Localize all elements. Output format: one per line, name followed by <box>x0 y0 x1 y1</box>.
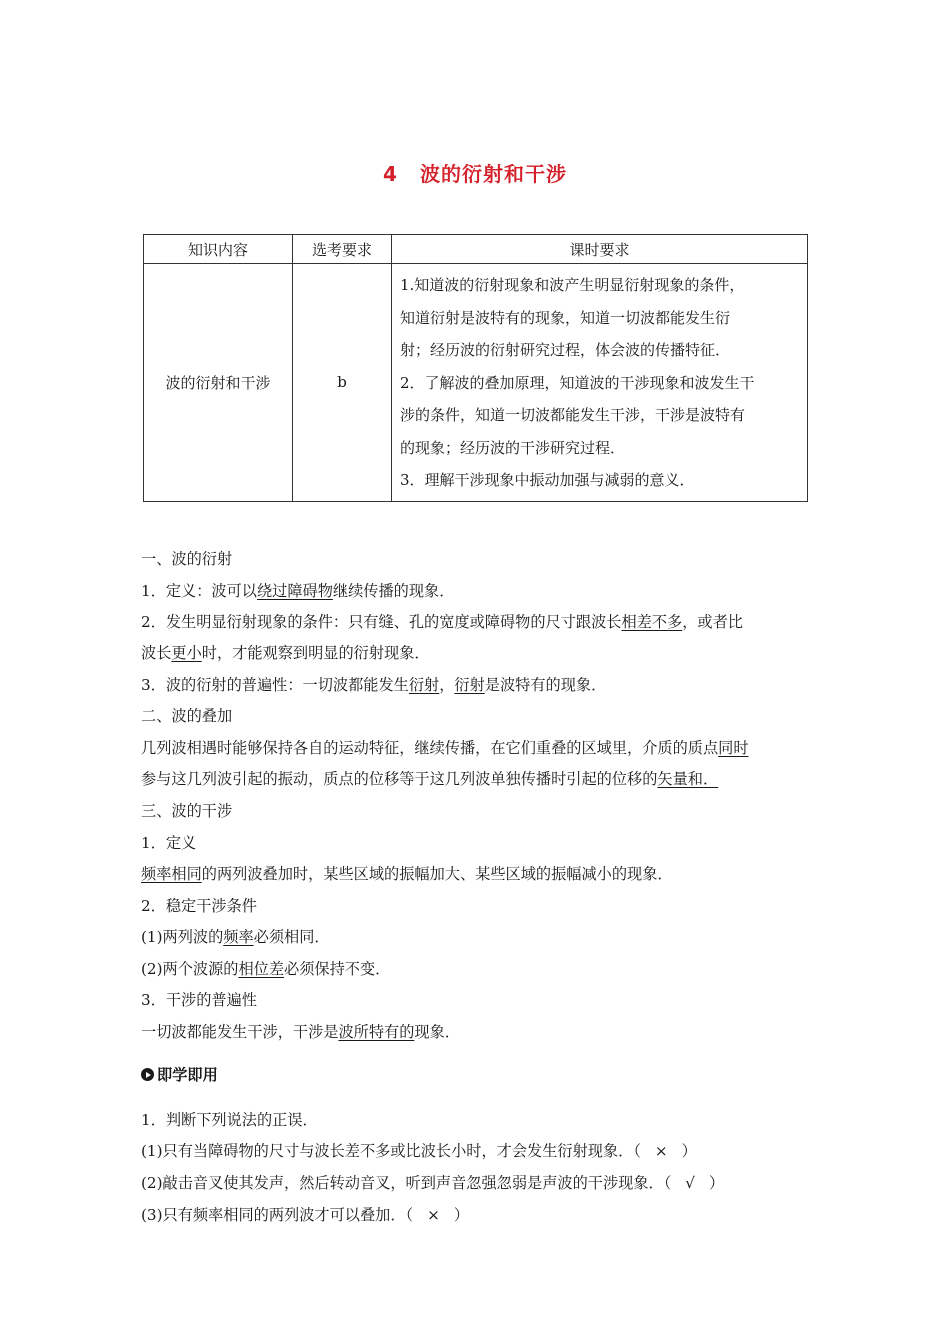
req-line: 2．了解波的叠加原理，知道波的干涉现象和波发生干 <box>400 373 755 392</box>
text: 2．发生明显衍射现象的条件：只有缝、孔的宽度或障碍物的尺寸跟波长 <box>141 613 622 631</box>
cell-level: b <box>293 264 392 502</box>
answer-blank: 同时 <box>718 739 749 757</box>
text: 波长 <box>141 644 172 662</box>
header-requirements: 课时要求 <box>392 235 808 264</box>
answer-blank: 矢量和． <box>657 770 719 788</box>
text: ，或者比 <box>682 613 743 631</box>
requirements-table <box>143 234 808 502</box>
text: (3)只有频率相同的两列波才可以叠加．（ <box>141 1206 414 1224</box>
judgement-item <box>141 1172 724 1193</box>
req-line: 涉的条件，知道一切波都能发生干涉，干涉是波特有 <box>400 406 746 424</box>
paragraph <box>141 674 606 695</box>
text: 必须保持不变． <box>284 960 391 978</box>
paragraph <box>141 580 454 601</box>
answer-blank: 相差不多 <box>621 613 683 631</box>
table-header-row <box>144 235 808 264</box>
practice-badge <box>141 1064 218 1085</box>
page-title <box>0 158 950 187</box>
text: 3．波的衍射的普遍性：一切波都能发生 <box>141 676 409 694</box>
text: ， <box>439 676 455 694</box>
lesson-title: 波的衍射和干涉 <box>419 162 567 186</box>
judgement-item <box>141 1204 469 1225</box>
paragraph <box>141 737 749 758</box>
answer-mark: × <box>654 1142 668 1160</box>
header-level: 选考要求 <box>293 235 392 264</box>
paragraph <box>141 768 718 789</box>
answer-blank: 频率相同 <box>141 865 202 883</box>
text: ） <box>681 1142 697 1160</box>
req-line: 1.知道波的衍射现象和波产生明显衍射现象的条件， <box>400 276 745 294</box>
text: (2)两个波源的 <box>141 960 239 978</box>
answer-blank: 相位差 <box>238 960 285 978</box>
text: 继续传播的现象． <box>332 582 455 600</box>
text: (1)只有当障碍物的尺寸与波长差不多或比波长小时，才会发生衍射现象．（ <box>141 1142 641 1160</box>
cell-requirements <box>392 264 808 502</box>
cell-topic: 波的衍射和干涉 <box>144 264 293 502</box>
practice-badge-label: 即学即用 <box>157 1066 218 1084</box>
text: 的两列波叠加时，某些区域的振幅加大、某些区域的振幅减小的现象． <box>201 865 673 883</box>
text: 一切波都能发生干涉，干涉是 <box>141 1023 339 1041</box>
header-knowledge: 知识内容 <box>144 235 293 264</box>
paragraph <box>141 863 673 884</box>
answer-blank: 绕过障碍物 <box>256 582 333 600</box>
text: 必须相同． <box>253 928 330 946</box>
answer-blank: 波所特有的 <box>338 1023 415 1041</box>
text: 是波特有的现象． <box>484 676 607 694</box>
answer-blank: 衍射 <box>408 676 440 694</box>
text: ） <box>453 1206 470 1224</box>
paragraph <box>141 958 390 979</box>
text: (1)两列波的 <box>141 928 224 946</box>
play-icon <box>141 1068 154 1081</box>
question-prompt: 1．判断下列说法的正误． <box>141 1111 318 1129</box>
text: 时，才能观察到明显的衍射现象． <box>201 644 430 662</box>
answer-blank: 频率 <box>223 928 254 946</box>
paragraph <box>141 1021 460 1042</box>
text: 现象． <box>414 1023 460 1041</box>
paragraph <box>141 611 743 632</box>
answer-blank: 衍射 <box>454 676 485 694</box>
answer-mark: √ <box>685 1174 695 1192</box>
subheading: 2．稳定干涉条件 <box>141 897 257 915</box>
paragraph <box>141 642 430 663</box>
text: ） <box>708 1174 725 1192</box>
req-line: 射；经历波的衍射研究过程，体会波的传播特征． <box>400 341 731 359</box>
text: 参与这几列波引起的振动，质点的位移等于这几列波单独传播时引起的位移的 <box>141 770 658 788</box>
subheading: 1．定义 <box>141 834 197 852</box>
section-heading-interference: 三、波的干涉 <box>141 802 233 820</box>
subheading: 3．干涉的普遍性 <box>141 991 257 1009</box>
req-line: 的现象；经历波的干涉研究过程． <box>400 438 626 457</box>
req-line: 3．理解干涉现象中振动加强与减弱的意义． <box>400 471 695 489</box>
text: 1．定义：波可以 <box>141 582 257 600</box>
judgement-item <box>141 1140 697 1161</box>
req-line: 知道衍射是波特有的现象，知道一切波都能发生衍 <box>400 308 731 327</box>
lesson-number: 4 <box>383 162 398 186</box>
table-row <box>144 264 808 502</box>
paragraph <box>141 926 330 947</box>
text: (2)敲击音叉使其发声，然后转动音叉，听到声音忽强忽弱是声波的干涉现象．（ <box>141 1174 672 1192</box>
answer-blank: 更小 <box>171 644 202 662</box>
section-heading-superposition: 二、波的叠加 <box>141 707 233 725</box>
section-heading-diffraction: 一、波的衍射 <box>141 550 233 568</box>
answer-mark: × <box>427 1206 440 1224</box>
text: 几列波相遇时能够保持各自的运动特征，继续传播，在它们重叠的区域里，介质的质点 <box>141 739 719 757</box>
